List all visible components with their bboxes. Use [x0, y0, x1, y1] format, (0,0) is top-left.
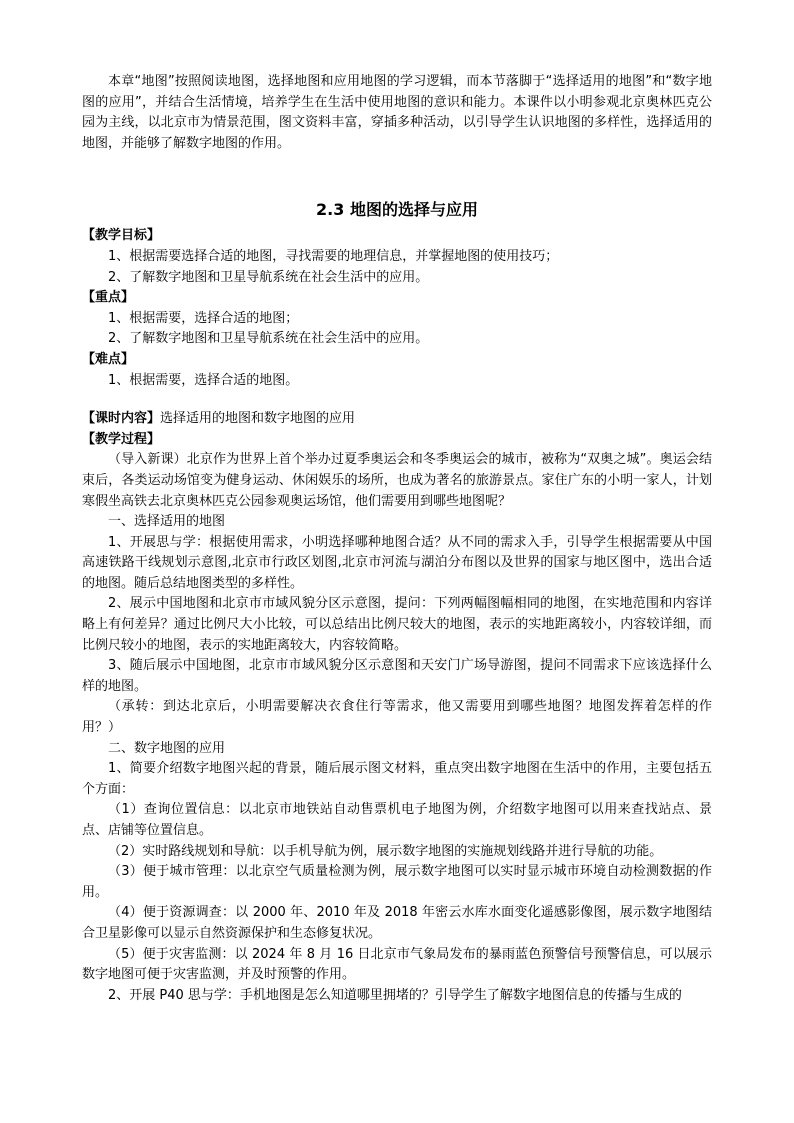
- process-paragraph: （1）查询位置信息：以北京市地铁站自动售票机电子地图为例，介绍数字地图可以用来查找站点、景点、店铺等位置信息。: [82, 802, 712, 838]
- process-paragraph: 2、展示中国地图和北京市市域风貌分区示意图，提问：下列两幅图幅相同的地图，在实地范围和内容详略上有何差异？通过比例尺大小比较，可以总结出比例尺较大的地图，表示的实地距离较小，内容较详细，而比例尺较小的地图，表示的实地距离较大，内容较简略。: [82, 596, 712, 653]
- process-paragraph: （3）便于城市管理：以北京空气质量检测为例，展示数字地图可以实时显示城市环境自动检测数据的作用。: [82, 864, 712, 900]
- process-heading: 【教学过程】: [82, 431, 161, 447]
- goals-heading: 【教学目标】: [82, 228, 161, 244]
- goals-item: 2、了解数字地图和卫星导航系统在社会生活中的应用。: [108, 269, 429, 285]
- process-paragraph: （导入新课）北京作为世界上首个举办过夏季奥运会和冬季奥运会的城市，被称为“双奥之城”。奥运会结束后，各类运动场馆变为健身运动、休闲娱乐的场所，也成为著名的旅游景点。家住广东的小明一家人，计划寒假坐高铁去北京奥林匹克公园参观奥运场馆，他们需要用到哪些地图呢？: [82, 452, 712, 509]
- key-points-heading: 【重点】: [82, 290, 135, 306]
- key-points-item: 1、根据需要，选择合适的地图；: [108, 310, 299, 326]
- goals-item: 1、根据需要选择合适的地图，寻找需要的地理信息，并掌握地图的使用技巧；: [108, 248, 559, 264]
- difficulty-item: 1、根据需要，选择合适的地图。: [108, 372, 299, 388]
- lesson-title: 2.3 地图的选择与应用: [316, 200, 478, 220]
- document-content: [82, 72, 712, 1006]
- process-paragraph: 1、简要介绍数字地图兴起的背景，随后展示图文材料，重点突出数字地图在生活中的作用，主要包括五个方面：: [82, 761, 712, 797]
- lesson-content-text: 选择适用的地图和数字地图的应用: [160, 411, 356, 427]
- process-paragraph: 1、开展思与学：根据使用需求，小明选择哪种地图合适？从不同的需求入手，引导学生根据需要从中国高速铁路干线规划示意图,北京市行政区划图,北京市河流与湖泊分布图以及世界的国家与地区图中，选出合适的地图。随后总结地图类型的多样性。: [82, 534, 712, 591]
- process-paragraph: （2）实时路线规划和导航：以手机导航为例，展示数字地图的实施规划线路并进行导航的功能。: [108, 843, 663, 859]
- process-subheading: 一、选择适用的地图: [108, 514, 226, 530]
- process-paragraph: （承转：到达北京后，小明需要解决衣食住行等需求，他又需要用到哪些地图？地图发挥着怎样的作用？）: [82, 699, 712, 736]
- lesson-content-line: [82, 409, 712, 430]
- section-gap: [82, 391, 712, 409]
- process-subheading: 二、数字地图的应用: [108, 740, 226, 756]
- process-paragraph: （4）便于资源调查：以 2000 年、2010 年及 2018 年密云水库水面变化遥感影像图，展示数字地图结合卫星影像可以显示自然资源保护和生态修复状况。: [82, 905, 712, 941]
- process-paragraph: 3、随后展示中国地图，北京市市域风貌分区示意图和天安门广场导游图，提问不同需求下应该选择什么样的地图。: [82, 658, 712, 694]
- difficulty-heading: 【难点】: [82, 351, 135, 367]
- lesson-content-heading: 【课时内容】: [82, 411, 161, 427]
- key-points-item: 2、了解数字地图和卫星导航系统在社会生活中的应用。: [108, 331, 429, 347]
- process-paragraph: 2、开展 P40 思与学：手机地图是怎么知道哪里拥堵的？引导学生了解数字地图信息的传播与生成的: [108, 987, 682, 1003]
- process-paragraph: （5）便于灾害监测：以 2024 年 8 月 16 日北京市气象局发布的暴雨蓝色预警信号预警信息，可以展示数字地图可便于灾害监测，并及时预警的作用。: [82, 946, 712, 983]
- intro-paragraph: 本章“地图”按照阅读地图，选择地图和应用地图的学习逻辑，而本节落脚于“选择适用的地图”和“数字地图的应用”，并结合生活情境，培养学生在生活中使用地图的意识和能力。本课件以小明参观北京奥林匹克公园为主线，以北京市为情景范围，图文资料丰富，穿插多种活动，以引导学生认识地图的多样性，选择适用的地图，并能够了解数字地图的作用。: [82, 74, 712, 151]
